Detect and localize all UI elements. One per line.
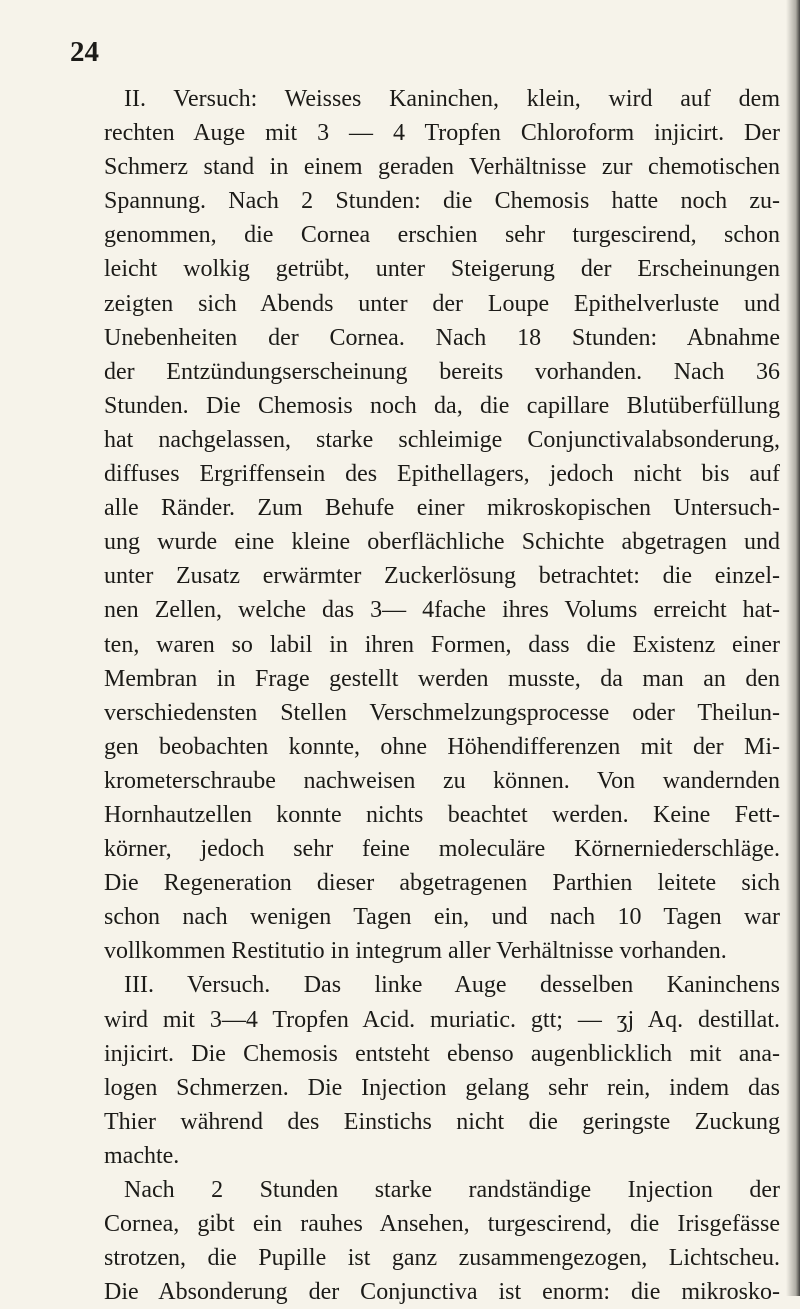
text-line: diffuses Ergriffensein des Epithellagers, jedoch nicht bis auf — [104, 461, 780, 488]
text-line: Cornea, gibt ein rauhes Ansehen, turgescirend, die Irisgefässe — [104, 1211, 780, 1238]
page-edge-shadow — [786, 0, 800, 1296]
text-line: alle Ränder. Zum Behufe einer mikroskopischen Untersuch- — [104, 495, 780, 522]
text-line: unter Zusatz erwärmter Zuckerlösung betrachtet: die einzel- — [104, 563, 780, 590]
body-text — [104, 82, 780, 1309]
text-line: Stunden. Die Chemosis noch da, die capillare Blutüberfüllung — [104, 392, 780, 419]
text-line: verschiedensten Stellen Verschmelzungsprocesse oder Theilun- — [104, 699, 780, 726]
text-line: der Entzündungserscheinung bereits vorhanden. Nach 36 — [104, 358, 780, 385]
text-line: Nach 2 Stunden starke randständige Injection der — [124, 1177, 780, 1203]
text-line: Schmerz stand in einem geraden Verhältnisse zur chemotischen — [104, 154, 780, 181]
text-line: leicht wolkig getrübt, unter Steigerung der Erscheinungen — [104, 256, 780, 283]
text-line: Membran in Frage gestellt werden musste, da man an den — [104, 665, 780, 692]
text-line: strotzen, die Pupille ist ganz zusammengezogen, Lichtscheu. — [104, 1245, 780, 1272]
page-number: 24 — [70, 36, 99, 68]
text-line: gen beobachten konnte, ohne Höhendifferenzen mit der Mi- — [104, 733, 780, 760]
text-line: Unebenheiten der Cornea. Nach 18 Stunden: Abnahme — [104, 324, 780, 351]
text-line: körner, jedoch sehr feine moleculäre Körnerniederschläge. — [104, 836, 780, 863]
text-line: Thier während des Einstichs nicht die geringste Zuckung — [104, 1108, 780, 1135]
text-line: Die Regeneration dieser abgetragenen Parthien leitete sich — [104, 870, 780, 897]
text-line: genommen, die Cornea erschien sehr turgescirend, schon — [104, 222, 780, 249]
text-line: hat nachgelassen, starke schleimige Conjunctivalabsonderung, — [104, 426, 780, 453]
text-line: II. Versuch: Weisses Kaninchen, klein, wird auf dem — [124, 86, 780, 112]
text-line: nen Zellen, welche das 3— 4fache ihres Volums erreicht hat- — [104, 597, 780, 624]
text-line: zeigten sich Abends unter der Loupe Epithelverluste und — [104, 290, 780, 317]
text-line: III. Versuch. Das linke Auge desselben Kaninchens — [124, 972, 780, 999]
text-line: logen Schmerzen. Die Injection gelang sehr rein, indem das — [104, 1074, 780, 1101]
text-line: Hornhautzellen konnte nichts beachtet werden. Keine Fett- — [104, 801, 780, 828]
text-line: vollkommen Restitutio in integrum aller Verhältnisse vorhanden. — [104, 938, 727, 965]
text-line: Die Absonderung der Conjunctiva ist enorm: die mikrosko- — [104, 1279, 780, 1306]
text-line: ung wurde eine kleine oberflächliche Schichte abgetragen und — [104, 529, 780, 556]
text-line: machte. — [104, 1142, 180, 1169]
text-line: krometerschraube nachweisen zu können. Von wandernden — [104, 767, 780, 794]
text-line: ten, waren so labil in ihren Formen, dass die Existenz einer — [104, 631, 780, 658]
text-line: Spannung. Nach 2 Stunden: die Chemosis hatte noch zu- — [104, 188, 780, 215]
text-line: schon nach wenigen Tagen ein, und nach 10 Tagen war — [104, 904, 780, 931]
text-line: rechten Auge mit 3 — 4 Tropfen Chloroform injicirt. Der — [104, 120, 780, 147]
text-line: injicirt. Die Chemosis entsteht ebenso augenblicklich mit ana- — [104, 1040, 780, 1067]
text-line: wird mit 3—4 Tropfen Acid. muriatic. gtt; — ʒj Aq. destillat. — [104, 1006, 780, 1033]
